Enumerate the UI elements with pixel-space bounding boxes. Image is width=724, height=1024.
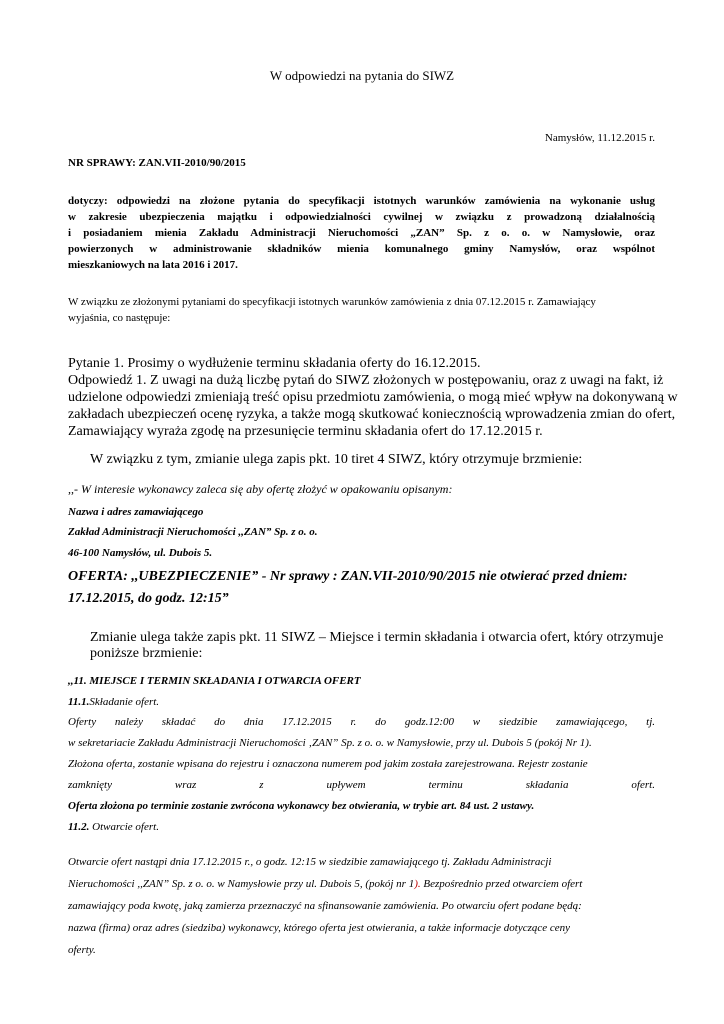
answer-line: zakładach ubezpieczeń ocenę ryzyka, a także mogą skutkować koniecznością wprowadzenia zmian do ofert, — [68, 407, 676, 422]
paragraph-line-spread — [68, 779, 655, 791]
word: terminu — [428, 779, 463, 791]
document-title: W odpowiedzi na pytania do SIWZ — [269, 68, 455, 83]
place-date: Namysłów, 11.12.2015 r. — [544, 132, 655, 144]
paragraph-line: w sekretariacie Zakładu Administracji Nieruchomości ‚ZAN” Sp. z o. o. w Namysłowie, przy ul. Dubois 5 (pokój Nr 1). — [68, 737, 592, 749]
red-text-run: ). — [414, 878, 421, 890]
paragraph-line — [68, 878, 582, 890]
section-heading: ,,11. MIEJSCE I TERMIN SKŁADANIA I OTWARCIA OFERT — [68, 675, 361, 687]
subsection-title: Otwarcie ofert. — [92, 821, 159, 833]
answer-line: Zamawiający wyraża zgodę na przesunięcie terminu składania ofert do 17.12.2015 r. — [68, 424, 543, 439]
offer-label: OFERTA: ,,UBEZPIECZENIE” - Nr sprawy : ZAN.VII-2010/90/2015 nie otwierać przed dniem: — [68, 569, 628, 584]
change-intro: Zmianie ulega także zapis pkt. 11 SIWZ – Miejsce i termin składania i otwarcia ofert, który otrzymuje — [90, 630, 664, 645]
word: składania — [525, 779, 569, 791]
intro-line: W związku ze złożonymi pytaniami do specyfikacji istotnych warunków zamówienia z dnia 07.12.2015 r. Zamawiający — [68, 296, 596, 308]
subsection-11-1 — [68, 696, 159, 708]
paragraph-line: nazwa (firma) oraz adres (siedziba) wykonawcy, którego oferta jest otwierania, a także informacje dotyczące ceny — [68, 922, 571, 934]
text-run: Nieruchomości ,,ZAN” Sp. z o. o. w Namysłowie przy ul. Dubois 5, (pokój nr 1 — [68, 878, 415, 890]
paragraph-line: oferty. — [68, 944, 96, 956]
subsection-title: Składanie ofert. — [89, 696, 160, 708]
paragraph-line: Otwarcie ofert nastąpi dnia 17.12.2015 r., o godz. 12:15 w siedzibie zamawiającego tj. Zakładu Administracji — [68, 856, 552, 868]
subject-line: dotyczy: odpowiedzi na złożone pytania do specyfikacji istotnych warunków zamówienia na wykonanie usług — [68, 195, 655, 207]
word: zamknięty — [68, 779, 112, 791]
text-run: Bezpośrednio przed otwarciem ofert — [420, 878, 583, 890]
change-intro: poniższe brzmienie: — [90, 646, 203, 661]
paragraph-line: Oferty należy składać do dnia 17.12.2015 r. do godz.12:00 w siedzibie zamawiającego, tj. — [68, 716, 655, 728]
case-number: NR SPRAWY: ZAN.VII-2010/90/2015 — [68, 157, 246, 169]
late-offer-note: Oferta złożona po terminie zostanie zwrócona wykonawcy bez otwierania, w trybie art. 84 ust. 2 ustawy. — [68, 800, 535, 812]
word: z — [259, 779, 264, 791]
subsection-number: 11.1. — [68, 696, 90, 708]
address-line: Nazwa i adres zamawiającego — [68, 506, 204, 518]
quoted-line: ,,- W interesie wykonawcy zaleca się aby ofertę złożyć w opakowaniu opisanym: — [68, 482, 453, 496]
subsection-number: 11.2. — [68, 821, 90, 833]
paragraph-line: zamawiający poda kwotę, jaką zamierza przeznaczyć na sfinansowanie zamówienia. Po otwarciu ofert podane będą: — [68, 900, 582, 912]
answer-line: udzielone odpowiedzi zmieniają treść opisu przedmiotu zamówienia, o mogą mieć wpływ na dokonywaną w — [68, 390, 678, 405]
subject-line: powierzonych w administrowanie składników mienia komunalnego gminy Namysłów, oraz wspólnot — [68, 243, 655, 255]
paragraph-line: Złożona oferta, zostanie wpisana do rejestru i oznaczona numerem pod jakim została zarejestrowana. Rejestr zostanie — [68, 758, 588, 770]
word: ofert. — [631, 779, 655, 791]
intro-line: wyjaśnia, co następuje: — [68, 312, 171, 324]
subject-line: mieszkaniowych na lata 2016 i 2017. — [68, 259, 238, 271]
question-1: Pytanie 1. Prosimy o wydłużenie terminu składania oferty do 16.12.2015. — [68, 356, 481, 371]
subject-line: i posiadaniem mienia Zakładu Administracji Nieruchomości „ZAN” Sp. z o. o. w Namysłowie, oraz — [68, 227, 655, 239]
word: upływem — [326, 779, 366, 791]
change-intro: W związku z tym, zmianie ulega zapis pkt. 10 tiret 4 SIWZ, który otrzymuje brzmienie: — [90, 452, 583, 467]
address-line: 46-100 Namysłów, ul. Dubois 5. — [68, 547, 213, 559]
offer-label: 17.12.2015, do godz. 12:15” — [68, 591, 229, 606]
address-line: Zakład Administracji Nieruchomości ,,ZAN” Sp. z o. o. — [68, 526, 318, 538]
subject-line: w zakresie ubezpieczenia majątku i odpowiedzialności cywilnej w związku z prowadzoną działalnością — [68, 211, 655, 223]
subsection-11-2 — [68, 821, 159, 833]
answer-line: Odpowiedź 1. Z uwagi na dużą liczbę pytań do SIWZ złożonych w postępowaniu, oraz z uwagi na fakt, iż — [68, 373, 664, 388]
word: wraz — [174, 779, 197, 791]
